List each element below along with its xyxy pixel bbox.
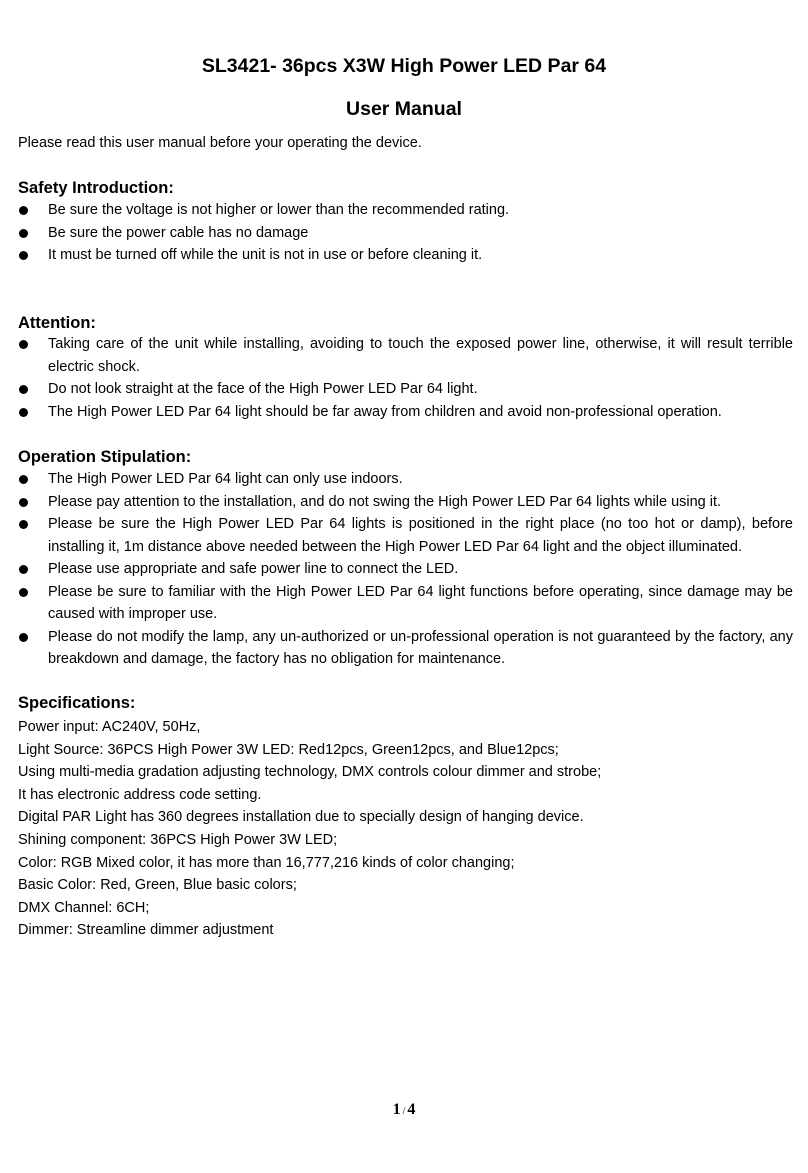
list-item [18,222,793,245]
specifications-heading: Specifications: [18,694,136,712]
bullet-icon [19,251,28,260]
spec-line: Basic Color: Red, Green, Blue basic colors; [18,877,297,894]
bullet-icon [19,408,28,417]
bullet-icon [19,565,28,574]
attention-heading: Attention: [18,314,96,332]
total-pages: 4 [407,1101,416,1118]
bullet-icon [19,520,28,529]
bullet-icon [19,385,28,394]
bullet-icon [19,498,28,507]
list-item-text: The High Power LED Par 64 light should be far away from children and avoid non-professional operation. [48,403,722,420]
list-item-text: Do not look straight at the face of the High Power LED Par 64 light. [48,381,478,397]
spec-line: Light Source: 36PCS High Power 3W LED: Red12pcs, Green12pcs, and Blue12pcs; [18,741,559,758]
operation-heading: Operation Stipulation: [18,448,192,466]
list-item [18,199,793,222]
bullet-icon [19,633,28,642]
current-page: 1 [392,1101,401,1118]
spec-line: Dimmer: Streamline dimmer adjustment [18,922,274,939]
list-item-text: Please be sure the High Power LED Par 64 lights is positioned in the right place (no too hot or damp), before installing it, 1m distance above needed between the High Power LED Par 64 light and the object illuminated. [48,516,793,555]
list-item-text: Be sure the power cable has no damage [48,224,309,241]
list-item [18,378,793,401]
list-item [18,626,793,671]
attention-list [18,333,793,423]
spec-line: Digital PAR Light has 360 degrees installation due to specially design of hanging device. [18,809,584,826]
spec-line: Shining component: 36PCS High Power 3W LED; [18,831,338,848]
list-item-text: The High Power LED Par 64 light can only use indoors. [48,471,403,487]
safety-list [18,199,793,267]
list-item [18,244,793,267]
list-item-text: Please do not modify the lamp, any un-authorized or un-professional operation is not guaranteed by the factory, any breakdown and damage, the factory has no obligation for maintenance. [48,628,793,667]
list-item [18,333,793,378]
bullet-icon [19,475,28,484]
list-item [18,468,793,491]
page-number [0,1100,808,1122]
operation-list [18,468,793,671]
bullet-icon [19,229,28,238]
list-item-text: Be sure the voltage is not higher or lower than the recommended rating. [48,202,510,218]
list-item [18,401,793,424]
list-item-text: Taking care of the unit while installing, avoiding to touch the exposed power line, otherwise, it will result terrible electric shock. [48,336,793,375]
list-item [18,558,793,581]
list-item-text: It must be turned off while the unit is not in use or before cleaning it. [48,247,483,263]
bullet-icon [19,340,28,349]
specifications-list [18,716,601,942]
spec-line: Using multi-media gradation adjusting technology, DMX controls colour dimmer and strobe; [18,764,602,781]
spec-line: It has electronic address code setting. [18,786,262,803]
list-item [18,581,793,626]
spec-line: DMX Channel: 6CH; [18,899,150,916]
list-item-text: Please use appropriate and safe power line to connect the LED. [48,561,459,577]
spec-line: Color: RGB Mixed color, it has more than 16,777,216 kinds of color changing; [18,854,515,871]
list-item-text: Please pay attention to the installation, and do not swing the High Power LED Par 64 lights while using it. [48,493,722,510]
bullet-icon [19,588,28,597]
page-separator: / [402,1106,406,1117]
list-item-text: Please be sure to familiar with the High Power LED Par 64 light functions before operating, since damage may be caused with improper use. [48,583,793,622]
list-item [18,491,793,514]
spec-line: Power input: AC240V, 50Hz, [18,719,201,735]
document-subtitle: User Manual [346,98,462,120]
safety-heading: Safety Introduction: [18,179,174,197]
intro-text: Please read this user manual before your operating the device. [18,135,422,151]
list-item [18,513,793,558]
bullet-icon [19,206,28,215]
document-title: SL3421- 36pcs X3W High Power LED Par 64 [201,55,607,77]
